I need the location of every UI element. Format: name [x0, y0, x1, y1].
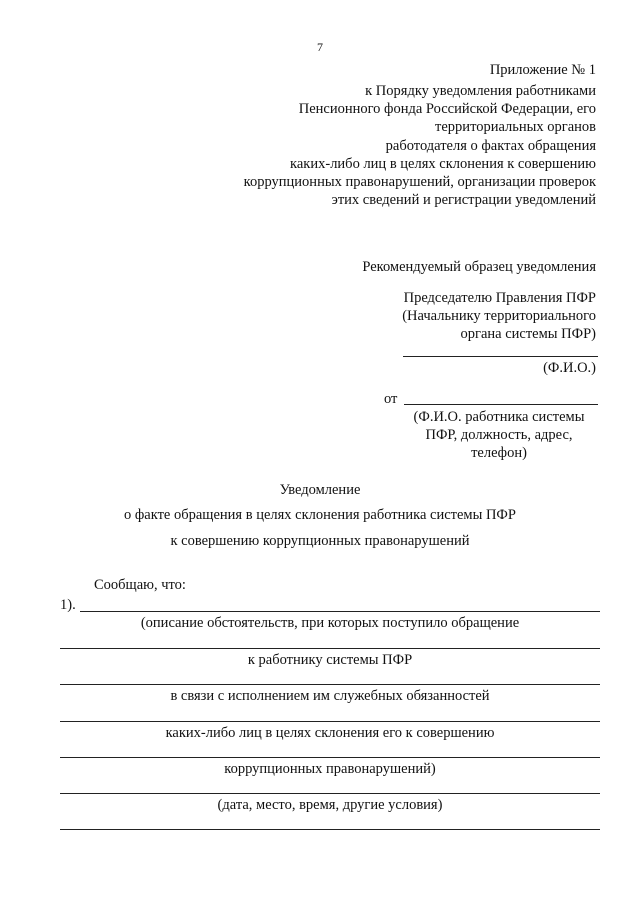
fill-line — [60, 648, 600, 649]
notice-subtitle: к совершению коррупционных правонарушений — [170, 533, 470, 549]
body-caption: в связи с исполнением им служебных обязанностей — [170, 688, 490, 704]
fill-line — [60, 793, 600, 794]
fill-line — [80, 611, 600, 612]
appendix-line: территориальных органов — [435, 119, 596, 135]
intro-text: Сообщаю, что: — [94, 577, 186, 593]
body-caption: к работнику системы ПФР — [247, 652, 413, 668]
addressee-fio-line — [403, 356, 598, 357]
body-caption: (дата, место, время, другие условия) — [217, 797, 443, 813]
notice-subtitle: о факте обращения в целях склонения работника системы ПФР — [124, 507, 516, 523]
sender-caption: телефон) — [471, 445, 527, 461]
sample-label: Рекомендуемый образец уведомления — [362, 259, 596, 275]
appendix-line: Пенсионного фонда Российской Федерации, его — [298, 101, 596, 117]
fill-line — [60, 721, 600, 722]
appendix-title: Приложение № 1 — [489, 62, 596, 78]
appendix-line: этих сведений и регистрации уведомлений — [331, 192, 596, 208]
notice-title: Уведомление — [279, 482, 361, 498]
page-number: 7 — [317, 40, 323, 54]
sender-caption: ПФР, должность, адрес, — [425, 427, 573, 443]
body-caption: коррупционных правонарушений) — [224, 761, 436, 777]
addressee-line: (Начальнику территориального — [402, 308, 596, 324]
from-label: от — [384, 391, 398, 407]
appendix-line: работодателя о фактах обращения — [385, 138, 596, 154]
fill-line — [60, 829, 600, 830]
body-caption: (описание обстоятельств, при которых поступило обращение — [140, 615, 520, 631]
addressee-line: Председателю Правления ПФР — [403, 290, 596, 306]
sender-caption: (Ф.И.О. работника системы — [413, 409, 585, 425]
body-caption: каких-либо лиц в целях склонения его к совершению — [165, 725, 495, 741]
appendix-line: к Порядку уведомления работниками — [365, 83, 596, 99]
fill-line — [60, 757, 600, 758]
appendix-line: коррупционных правонарушений, организации проверок — [243, 174, 596, 190]
fill-line — [60, 684, 600, 685]
sender-line — [404, 404, 598, 405]
addressee-fio-caption: (Ф.И.О.) — [543, 360, 596, 376]
addressee-line: органа системы ПФР) — [460, 326, 596, 342]
item-number: 1). — [60, 597, 76, 613]
appendix-line: каких-либо лиц в целях склонения к совершению — [290, 156, 596, 172]
